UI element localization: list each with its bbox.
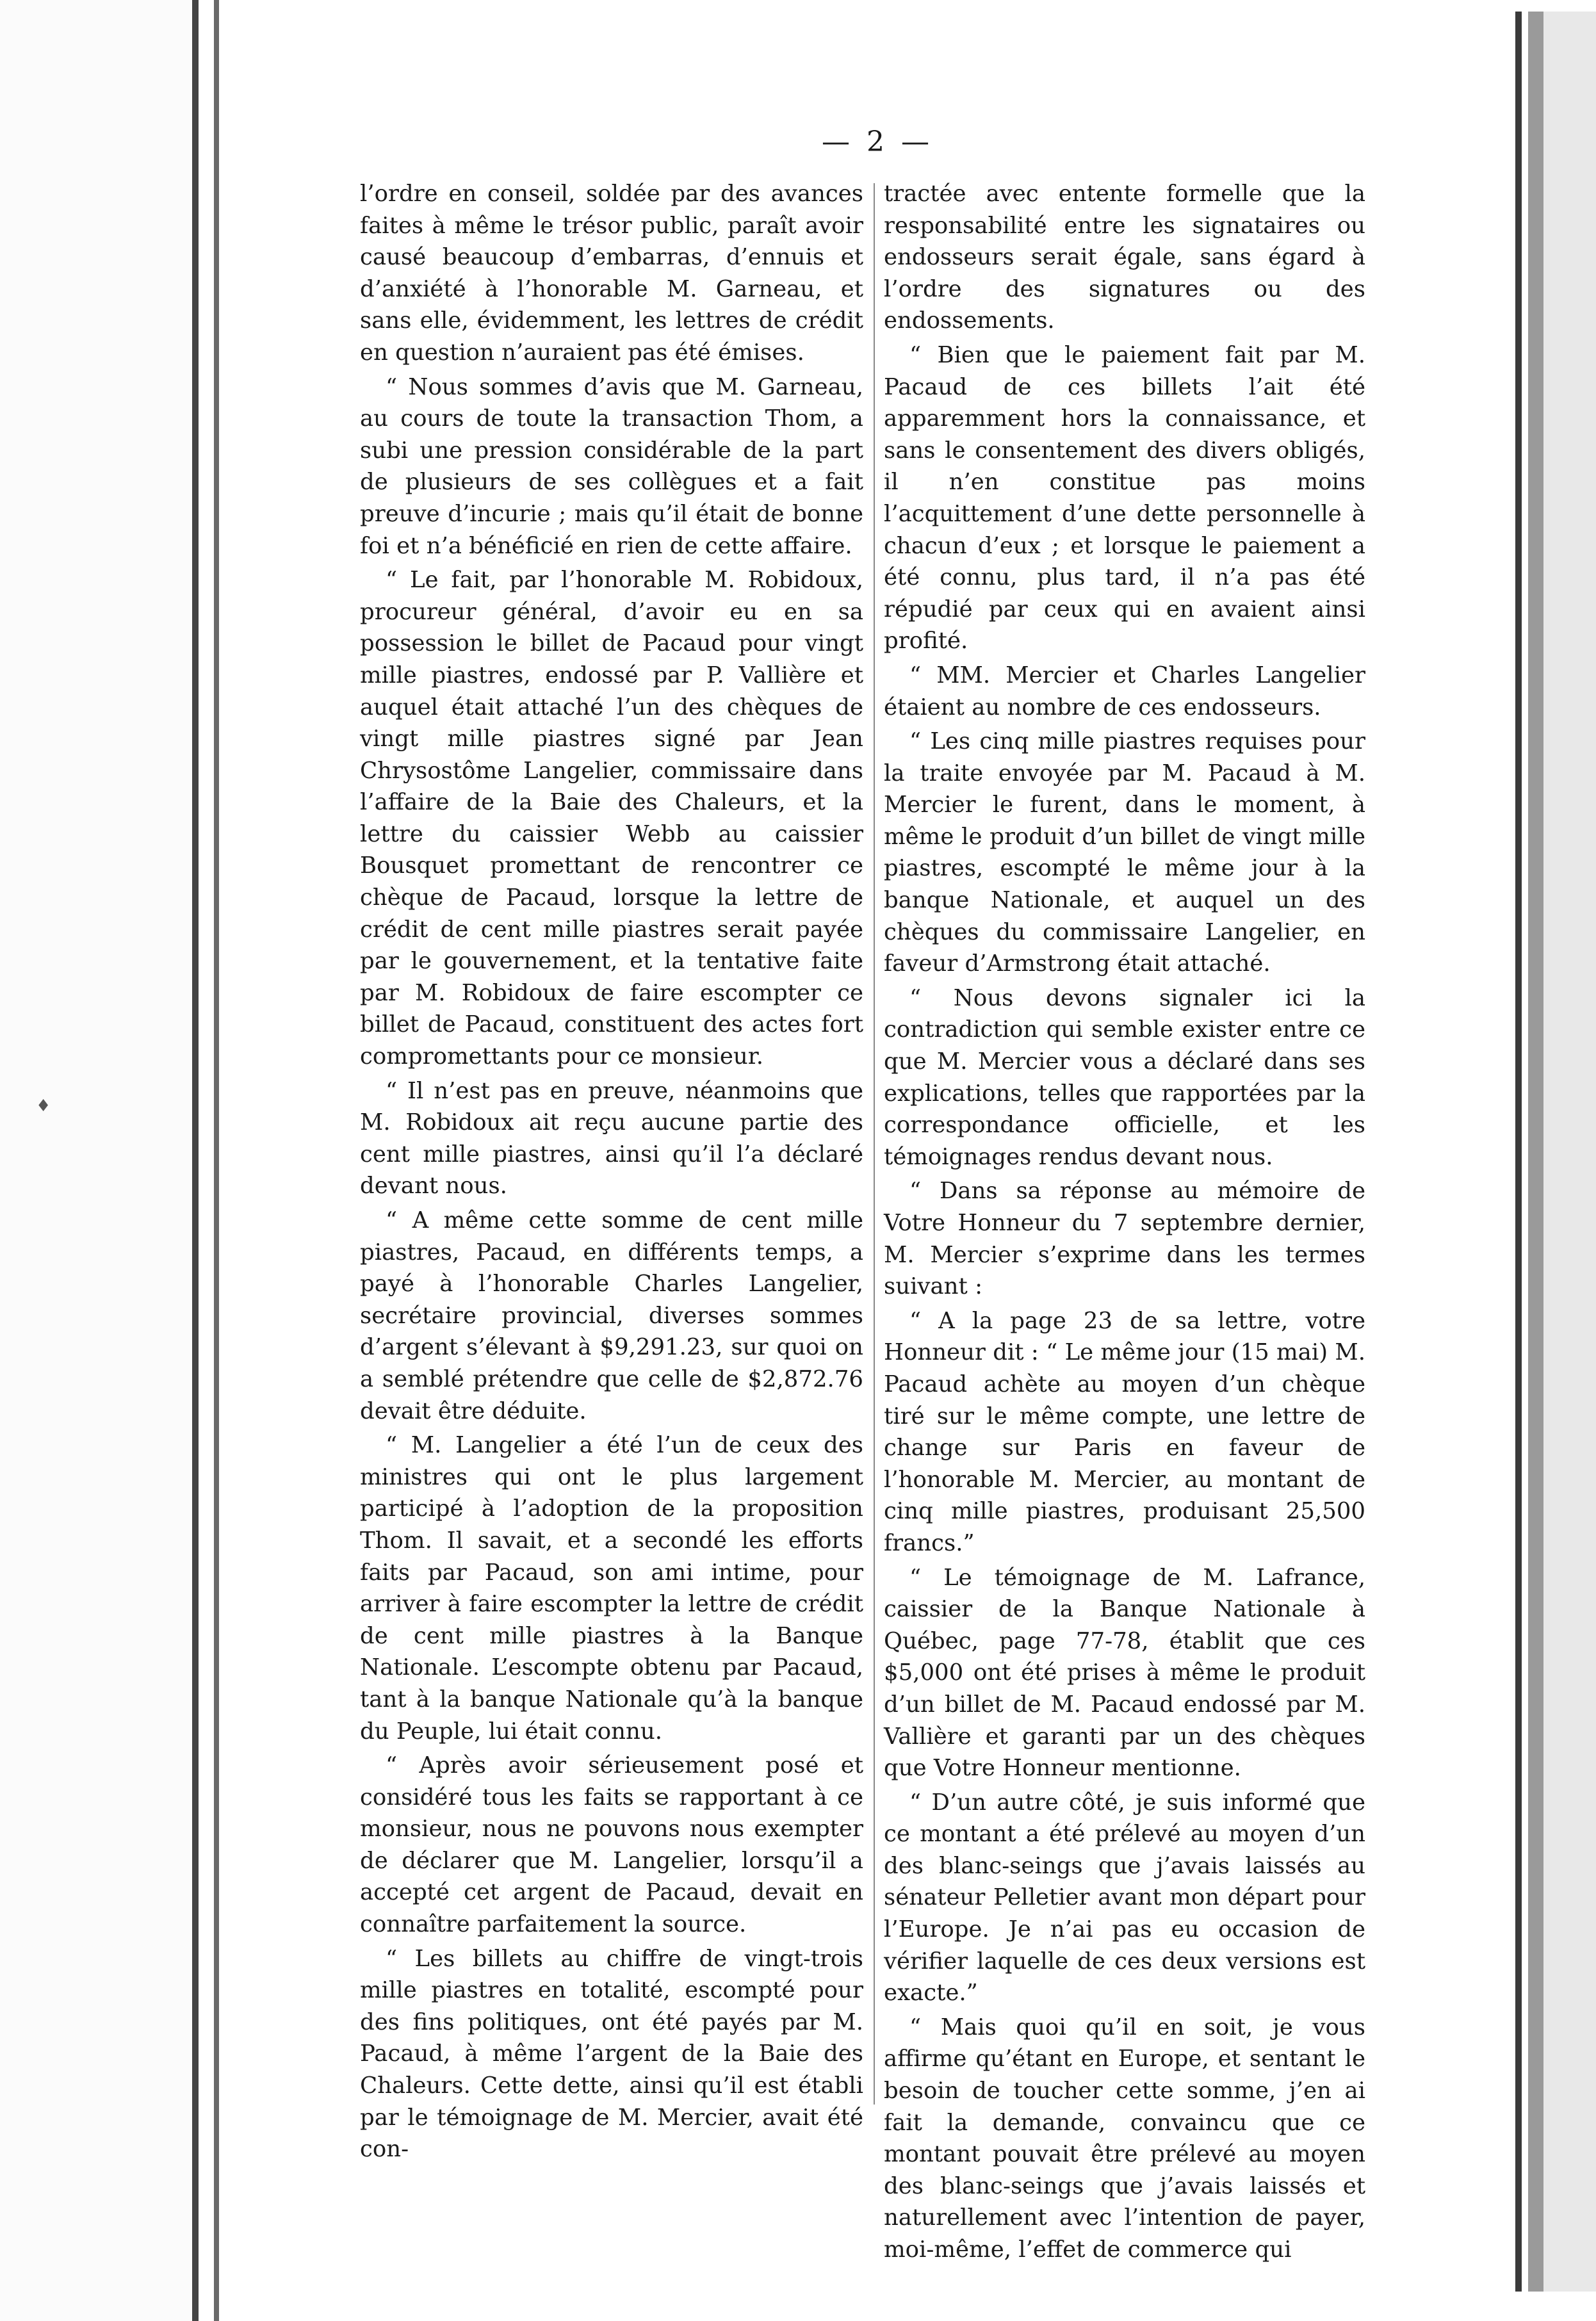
scan-border (1543, 12, 1596, 2292)
paragraph: “ Bien que le paiement fait par M. Pacaud de ces billets l’ait été apparemment hors la connaissance, et sans le consentement des divers obligés, il n’en constitue pas moins l’acquittement d’une dette personnelle à chacun d’eux ; et lorsque le paiement a été connu, plus tard, il n’a pas été répudié par ceux qui en avaient ainsi profité. (884, 341, 1365, 655)
paragraph: “ Les billets au chiffre de vingt-trois mille piastres en totalité, escompté pour des fins politiques, ont été payés par M. Pacaud, à même l’argent de la Baie des Chaleurs. Cette dette, ainsi qu’il est établi par le témoignage de M. Mercier, avait été con- (360, 1945, 863, 2163)
paragraph: “ Le témoignage de M. Lafrance, caissier de la Banque Nationale à Québec, page 77-78, établit que ces $5,000 ont été prises à même le produit d’un billet de M. Pacaud endossé par M. Vallière et garanti par un des chèques que Votre Honneur mentionne. (884, 1564, 1365, 1782)
paragraph: “ MM. Mercier et Charles Langelier étaient au nombre de ces endosseurs. (884, 662, 1365, 721)
paragraph: tractée avec entente formelle que la responsabilité entre les signataires ou endosseurs serait égale, sans égard à l’ordre des signatures ou des endossements. (884, 181, 1365, 334)
page-right-edge-shadow (1528, 12, 1543, 2292)
paragraph: “ Après avoir sérieusement posé et considéré tous les faits se rapportant à ce monsieur, nous ne pouvons nous exempter de déclarer que M. Langelier, lorsqu’il a accepté cet argent de Pacaud, devait en connaître parfaitement la source. (360, 1752, 863, 1938)
paragraph: “ Mais quoi qu’il en soit, je vous affirme qu’étant en Europe, et sentant le besoin de toucher cette somme, j’en ai fait la demande, convaincu que ce montant pouvait être prélevé au moyen des blanc-seings que j’avais laissés et naturellement avec l’intention de payer, moi-même, l’effet de commerce qui (884, 2014, 1365, 2263)
page-right-edge (1515, 12, 1522, 2292)
binding-edge (192, 0, 199, 2321)
paragraph: “ A la page 23 de sa lettre, votre Honneur dit : “ Le même jour (15 mai) M. Pacaud achète au moyen d’un chèque tiré sur le même compte, une lettre de change sur Paris en faveur de l’honorable M. Mercier, au montant de cinq mille piastres, produisant 25,500 francs.” (884, 1307, 1365, 1556)
column-divider (874, 183, 875, 2105)
paragraph: “ A même cette somme de cent mille piastres, Pacaud, en différents temps, a payé à l’honorable Charles Langelier, secrétaire provincial, diverses sommes d’argent s’élevant à $9,291.23, sur quoi on a semblé prétendre que celle de $2,872.76 devait être déduite. (360, 1207, 863, 1424)
paragraph: “ Dans sa réponse au mémoire de Votre Honneur du 7 septembre dernier, M. Mercier s’exprime dans les termes suivant : (884, 1178, 1365, 1300)
paragraph: “ D’un autre côté, je suis informé que ce montant a été prélevé au moyen d’un des blanc-seings que j’avais laissés au sénateur Pelletier avant mon départ pour l’Europe. Je n’ai pas eu occasion de vérifier laquelle de ces deux versions est exacte.” (884, 1789, 1365, 2007)
paragraph: “ Le fait, par l’honorable M. Robidoux, procureur général, d’avoir eu en sa possession le billet de Pacaud pour vingt mille piastres, endossé par P. Vallière et auquel était attaché l’un des chèques de vingt mille piastres signé par Jean Chrysostôme Langelier, commissaire dans l’affaire de la Baie des Chaleurs, et la lettre du caissier Webb au caissier Bousquet promettant de rencontrer ce chèque de Pacaud, lorsque la lettre de crédit de cent mille piastres serait payée par le gouvernement, et la tentative faite par M. Robidoux de faire escompter ce billet de Pacaud, constituent des actes fort compromettants pour ce monsieur. (360, 567, 863, 1070)
paragraph: “ Il n’est pas en preuve, néanmoins que M. Robidoux ait reçu aucune partie des cent mille piastres, ainsi qu’il l’a déclaré devant nous. (360, 1077, 863, 1200)
paragraph: “ Les cinq mille piastres requises pour la traite envoyée par M. Pacaud à M. Mercier le furent, dans le moment, à même le produit d’un billet de vingt mille piastres, escompté le même jour à la banque Nationale, et auquel un des chèques du commissaire Langelier, en faveur d’Armstrong était attaché. (884, 728, 1365, 977)
paragraph: “ M. Langelier a été l’un de ceux des ministres qui ont le plus largement participé à l’adoption de la proposition Thom. Il savait, et a secondé les efforts faits par Pacaud, son ami intime, pour arriver à faire escompter la lettre de crédit de cent mille piastres à la Banque Nationale. L’escompte obtenu par Pacaud, tant à la banque Nationale qu’à la banque du Peuple, lui était connu. (360, 1432, 863, 1745)
right-column (884, 178, 1365, 2266)
left-column (360, 178, 863, 2165)
stray-ink-mark: ♦ (36, 1096, 51, 1116)
paragraph: “ Nous sommes d’avis que M. Garneau, au cours de toute la transaction Thom, a subi une pression considérable de la part de plusieurs de ses collègues et a fait preuve d’incurie ; mais qu’il était de bonne foi et n’a bénéficié en rien de cette affaire. (360, 373, 863, 559)
binding-edge-shadow (214, 0, 219, 2321)
page-number: — 2 — (822, 126, 933, 158)
paragraph: “ Nous devons signaler ici la contradiction qui semble exister entre ce que M. Mercier vous a déclaré dans ses explications, telles que rapportées par la correspondance officielle, et les témoignages rendus devant nous. (884, 984, 1365, 1170)
paragraph: l’ordre en conseil, soldée par des avances faites à même le trésor public, paraît avoir causé beaucoup d’embarras, d’ennuis et d’anxiété à l’honorable M. Garneau, et sans elle, évidemment, les lettres de crédit en question n’auraient pas été émises. (360, 181, 863, 366)
left-page-margin (0, 0, 192, 2321)
